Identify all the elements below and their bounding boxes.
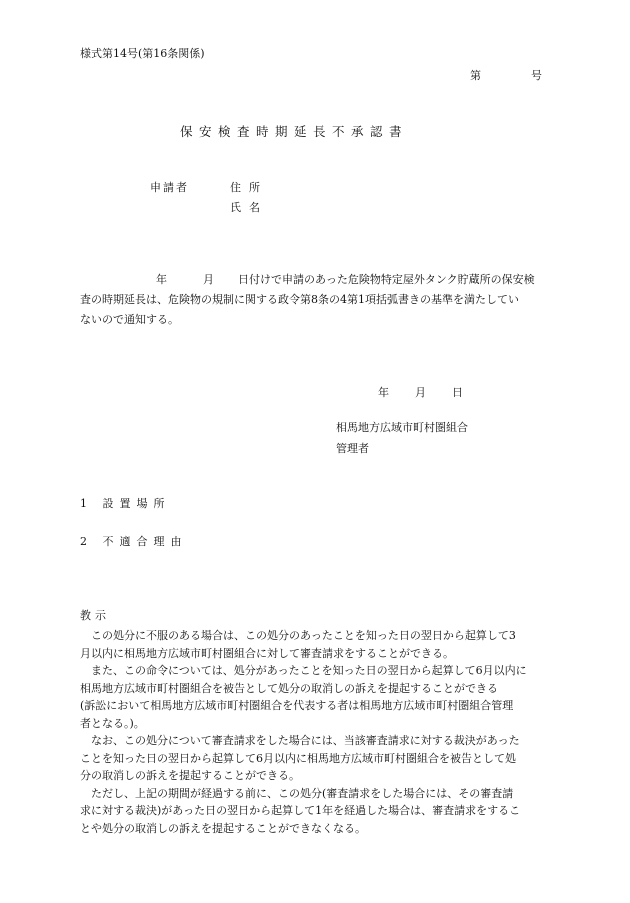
- document-number: [470, 69, 542, 83]
- document-title: 保安検査時期延長不承認書: [180, 124, 409, 139]
- issuing-organization: 相馬地方広域市町村圏組合: [336, 421, 468, 434]
- body-line-2: 査の時期延長は、危険物の規制に関する政令第8条の4第1項括弧書きの基準を満たしてい: [80, 293, 519, 306]
- item-nonconformity-reason: 2 不適合理由: [80, 535, 188, 548]
- notice-line: ただし、上記の期間が経過する前に、この処分(審査請求をした場合には、その審査請: [91, 786, 514, 800]
- name-label: 氏名: [230, 201, 268, 214]
- notice-line: ことを知った日の翌日から起算して6月以内に相馬地方広域市町村圏組合を被告として処: [80, 751, 516, 765]
- notice-line: (訴訟において相馬地方広域市町村圏組合を代表する者は相馬地方広域市町村圏組合管理: [80, 699, 514, 712]
- address-label: 住所: [230, 181, 268, 194]
- document-number-prefix: 第: [470, 69, 481, 82]
- notice-text: [80, 627, 555, 837]
- notice-line: 相馬地方広域市町村圏組合を被告として処分の取消しの訴えを提起することができる: [80, 681, 498, 695]
- notice-line: 者となる。)。: [80, 716, 145, 730]
- body-line-1: [80, 270, 552, 290]
- body-month: 月: [203, 273, 214, 286]
- body-year: 年: [156, 273, 167, 286]
- notice-line: この処分に不服のある場合は、この処分のあったことを知った日の翌日から起算して3: [91, 629, 516, 642]
- document-number-suffix: 号: [531, 69, 542, 82]
- body-line-3: ないので通知する。: [80, 313, 179, 326]
- issue-year: 年: [378, 386, 389, 399]
- notice-heading: 教示: [80, 609, 110, 622]
- form-number: 様式第14号(第16条関係): [80, 47, 205, 60]
- manager-label: 管理者: [336, 442, 369, 455]
- notification-body: [80, 270, 552, 330]
- issue-month: 月: [415, 386, 426, 399]
- notice-line: 求に対する裁決)があった日の翌日から起算して1年を経過した場合は、審査請求をするこ: [80, 804, 521, 817]
- issue-date: [378, 386, 463, 400]
- applicant-label: 申請者: [150, 181, 189, 194]
- item-installation-location: 1 設置場所: [80, 497, 171, 510]
- notice-line: また、この命令については、処分があったことを知った日の翌日から起算して6月以内に: [91, 664, 527, 677]
- notice-line: 分の取消しの訴えを提起することができる。: [80, 769, 300, 782]
- notice-line: とや処分の取消しの訴えを提起することができなくなる。: [80, 821, 366, 835]
- body-line-1-text: 日付けで申請のあった危険物特定屋外タンク貯蔵所の保安検: [238, 273, 535, 286]
- notice-line: なお、この処分について審査請求をした場合には、当該審査請求に対する裁決があった: [91, 734, 520, 747]
- issue-day: 日: [452, 386, 463, 399]
- notice-line: 月以内に相馬地方広域市町村圏組合に対して審査請求をすることができる。: [80, 646, 454, 660]
